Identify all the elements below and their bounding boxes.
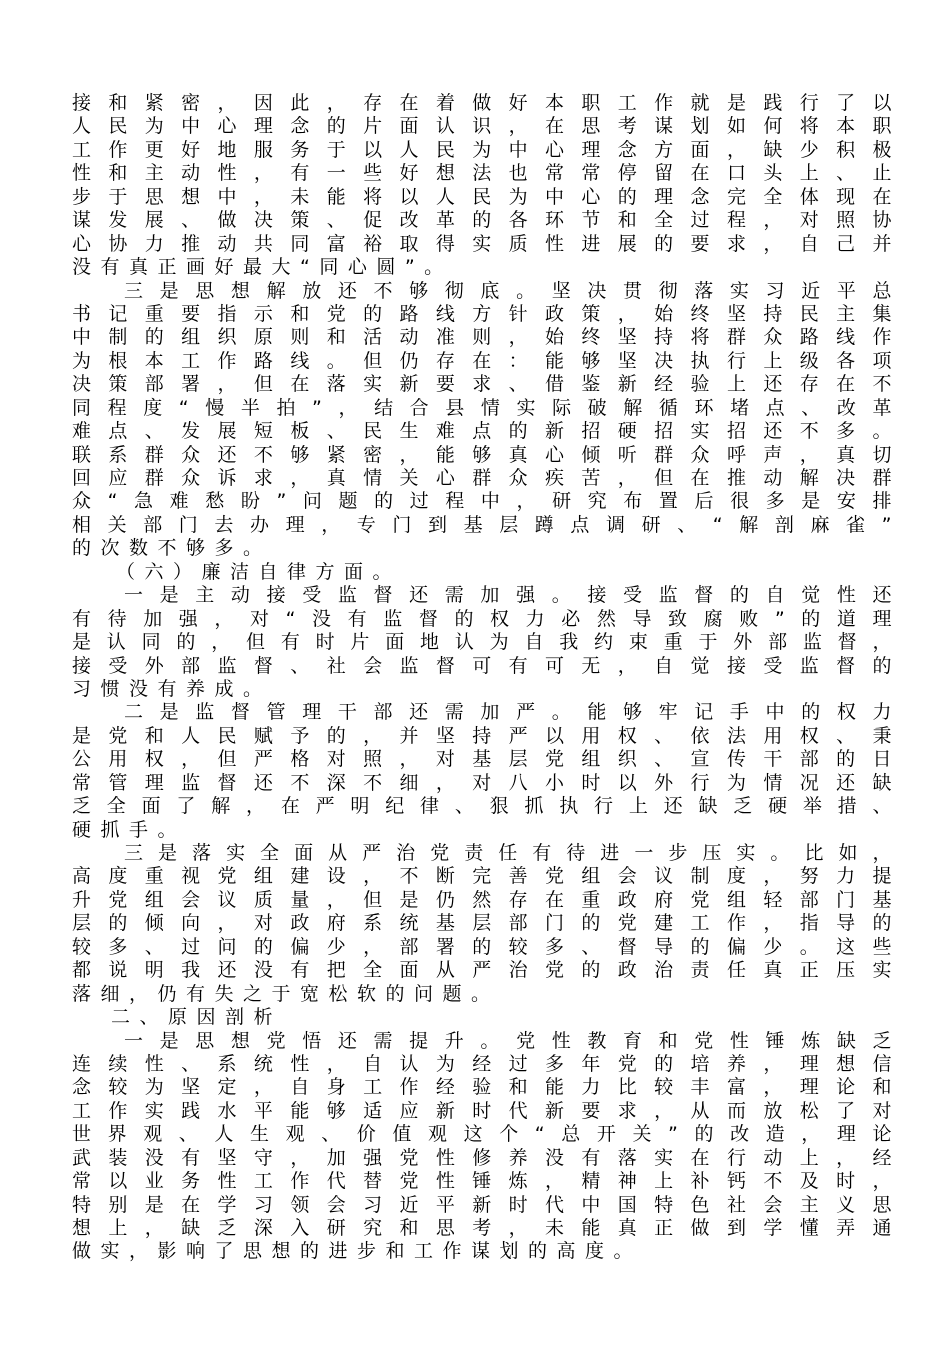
text-line: 步于思想中，未能将以人民为中心的理念完全体现在	[72, 185, 892, 208]
paragraph-start: 一是思想党悟还需提升。党性教育和党性锤炼缺乏	[124, 1029, 892, 1052]
paragraph-start: 三是思想解放还不够彻底。坚决贯彻落实习近平总	[124, 279, 892, 302]
text-line: 难点、发展短板、民生难点的新招硬招实招还不多。	[72, 420, 892, 443]
text-line: 落细，仍有失之于宽松软的问题。	[72, 982, 500, 1005]
text-line: 为根本工作路线。但仍存在：能够坚决执行上级各项	[72, 349, 892, 372]
document-body	[72, 92, 892, 1264]
text-line: 习惯没有养成。	[72, 677, 272, 700]
text-line: 人民为中心理念的片面认识，在思考谋划如何将本职	[72, 115, 892, 138]
text-line: 联系群众还不够紧密，能够真心倾听群众呼声，真切	[72, 443, 892, 466]
text-line: 工作更好地服务于以人民为中心理念方面，缺少积极	[72, 138, 892, 161]
paragraph-start: 一是主动接受监督还需加强。接受监督的自觉性还	[124, 584, 892, 607]
text-line: 常管理监督还不深不细，对八小时以外行为情况还缺	[72, 771, 892, 794]
paragraph-start: 二是监督管理干部还需加严。能够牢记手中的权力	[124, 701, 892, 724]
text-line: 的次数不够多。	[72, 537, 272, 560]
text-line: 同程度“慢半拍”，结合县情实际破解循环堵点、改革	[72, 396, 892, 419]
text-line: 升党组会议质量，但是仍然存在重政府党组轻部门基	[72, 888, 892, 911]
text-line: 性和主动性，有一些好想法也常常停留在口头上、止	[72, 162, 892, 185]
text-line: 公用权，但严格对照，对基层党组织、宣传干部的日	[72, 748, 892, 771]
text-line: 决策部署，但在落实新要求、借鉴新经验上还存在不	[72, 373, 892, 396]
text-line: 想上，缺乏深入研究和思考，未能真正做到学懂弄通	[72, 1217, 892, 1239]
text-line: 做实，影响了思想的进步和工作谋划的高度。	[72, 1240, 643, 1263]
text-line: 接受外部监督、社会监督可有可无，自觉接受监督的	[72, 654, 892, 677]
text-line: 硬抓手。	[72, 818, 187, 841]
section-heading: （六）廉洁自律方面。	[116, 560, 402, 583]
text-line: 层的倾向，对政府系统基层部门的党建工作，指导的	[72, 912, 892, 935]
section-heading: 二、原因剖析	[111, 1006, 283, 1029]
text-line: 谋发展、做决策、促改革的各环节和全过程，对照协	[72, 209, 892, 232]
text-line: 较多、过问的偏少，部署的较多、督导的偏少。这些	[72, 935, 892, 958]
text-line: 中制的组织原则和活动准则，始终坚持将群众路线作	[72, 326, 892, 349]
text-line: 是党和人民赋予的，并坚持严以用权、依法用权、秉	[72, 724, 892, 747]
text-line: 众“急难愁盼”问题的过程中，研究布置后很多是安排	[72, 490, 892, 513]
text-line: 武装没有坚守，加强党性修养没有落实在行动上，经	[72, 1146, 892, 1169]
text-line: 特别是在学习领会习近平新时代中国特色社会主义思	[72, 1193, 892, 1216]
text-line: 是认同的，但有时片面地认为自我约束重于外部监督，	[72, 631, 892, 654]
text-line: 连续性、系统性，自认为经过多年党的培养，理想信	[72, 1052, 892, 1075]
text-line: 工作实践水平能够适应新时代新要求，从而放松了对	[72, 1099, 892, 1122]
text-line: 没有真正画好最大“同心圆”。	[72, 256, 453, 279]
text-line: 常以业务性工作代替党性锤炼，精神上补钙不及时，	[72, 1170, 892, 1193]
text-line: 回应群众诉求，真情关心群众疾苦，但在推动解决群	[72, 467, 892, 489]
text-line: 高度重视党组建设，不断完善党组会议制度，努力提	[72, 865, 892, 888]
text-line: 世界观、人生观、价值观这个“总开关”的改造，理论	[72, 1123, 892, 1146]
text-line: 心协力推动共同富裕取得实质性进展的要求，自己并	[72, 232, 892, 255]
text-line: 相关部门去办理，专门到基层蹲点调研、“解剖麻雀”	[72, 513, 892, 536]
text-line: 念较为坚定，自身工作经验和能力比较丰富，理论和	[72, 1076, 892, 1099]
text-line: 乏全面了解，在严明纪律、狠抓执行上还缺乏硬举措、	[72, 795, 892, 818]
text-line: 接和紧密，因此，存在着做好本职工作就是践行了以	[72, 92, 892, 114]
paragraph-start: 三是落实全面从严治党责任有待进一步压实。比如，	[124, 842, 892, 864]
text-line: 都说明我还没有把全面从严治党的政治责任真正压实	[72, 959, 892, 982]
text-line: 书记重要指示和党的路线方针政策，始终坚持民主集	[72, 302, 892, 325]
text-line: 有待加强，对“没有监督的权力必然导致腐败”的道理	[72, 607, 892, 630]
